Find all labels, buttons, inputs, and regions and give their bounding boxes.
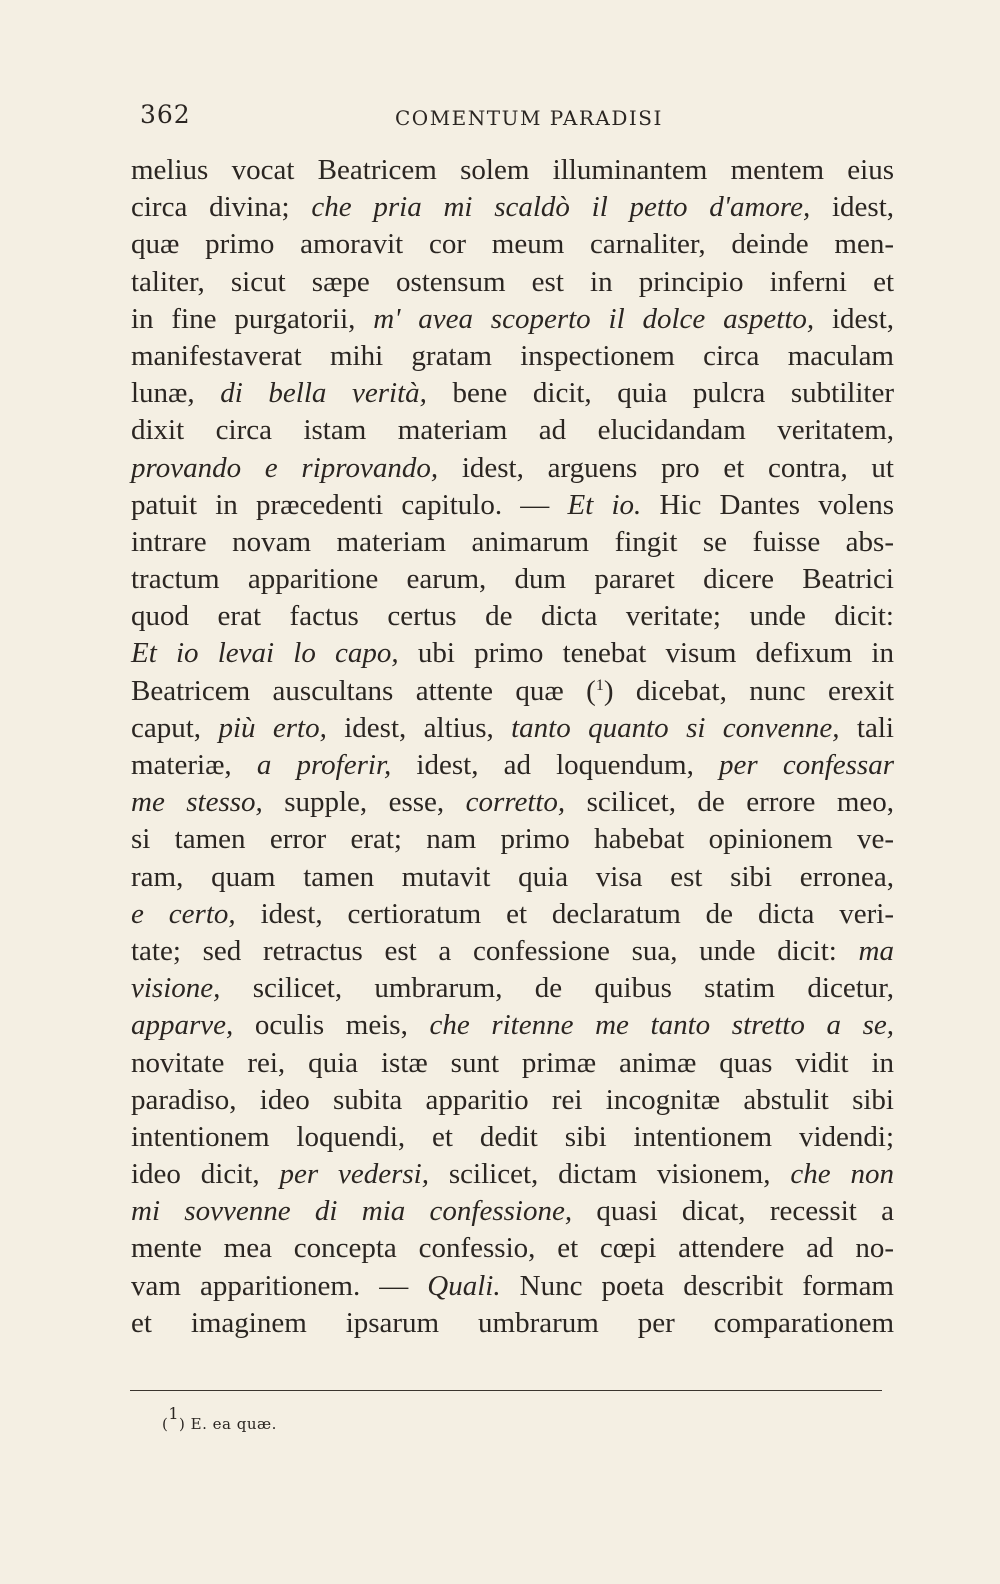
- text-line: [131, 1082, 894, 1119]
- text-segment: idest, altius,: [326, 711, 512, 744]
- text-segment: et imaginem ipsarum umbrarum per comparationem: [131, 1306, 894, 1339]
- text-segment: bene dicit, quia pulcra subtiliter: [426, 377, 894, 410]
- text-segment: melius vocat Beatricem solem illuminantem mentem eius: [131, 154, 894, 186]
- footnote-text: E. ea quæ.: [190, 1415, 277, 1433]
- italic-quote: di bella verità,: [220, 377, 427, 410]
- text-line: [131, 1045, 894, 1082]
- italic-quote: apparve,: [131, 1009, 234, 1042]
- text-line: [131, 412, 894, 449]
- text-line: [131, 1193, 894, 1230]
- text-segment: scilicet, de errore meo,: [565, 786, 895, 819]
- text-segment: materiæ,: [131, 749, 257, 781]
- text-segment: idest, arguens pro et contra, ut: [438, 451, 894, 484]
- text-segment: Nunc poeta describit formam: [500, 1269, 894, 1302]
- text-line: [131, 784, 894, 821]
- text-segment: caput,: [131, 711, 219, 744]
- italic-quote: m' avea scoperto il dolce aspetto,: [373, 302, 815, 335]
- text-line: [131, 896, 894, 933]
- text-segment: ram, quam tamen mutavit quia visa est sibi erronea,: [131, 860, 894, 893]
- text-segment: intentionem loquendi, et dedit sibi intentionem videndi;: [131, 1120, 894, 1153]
- text-line: [131, 747, 894, 784]
- text-line: [131, 970, 894, 1007]
- text-segment: Beatricem auscultans attente quæ (: [131, 674, 596, 707]
- italic-quote: che pria mi scaldò il petto d'amore,: [311, 191, 811, 224]
- italic-quote: per vedersi,: [279, 1158, 429, 1191]
- text-line: [131, 301, 894, 338]
- footnote-rule: [130, 1390, 882, 1391]
- text-line: [131, 189, 894, 226]
- text-segment: taliter, sicut sæpe ostensum est in principio inferni et: [131, 265, 894, 298]
- text-line: [131, 1007, 894, 1044]
- text-segment: idest,: [814, 302, 894, 335]
- text-line: [131, 635, 894, 672]
- text-line: [131, 859, 894, 896]
- text-segment: si tamen error erat; nam primo habebat opinionem ve-: [131, 823, 894, 856]
- text-segment: oculis meis,: [233, 1009, 430, 1042]
- text-line: [131, 1119, 894, 1156]
- italic-quote: e certo,: [131, 897, 236, 930]
- text-segment: scilicet, dictam visionem,: [429, 1158, 791, 1191]
- text-segment: scilicet, umbrarum, de quibus statim dicetur,: [220, 972, 894, 1005]
- text-segment: supple, esse,: [262, 786, 466, 819]
- text-segment: dixit circa istam materiam ad elucidandam veritatem,: [131, 414, 894, 447]
- italic-quote: ma: [858, 934, 894, 967]
- text-segment: quod erat factus certus de dicta veritate; unde dicit:: [131, 600, 894, 633]
- text-segment: manifestaverat mihi gratam inspectionem circa maculam: [131, 339, 894, 372]
- italic-quote: Et io levai lo capo,: [131, 637, 399, 670]
- italic-quote: me stesso,: [131, 786, 263, 819]
- text-segment: idest, ad loquendum,: [391, 749, 720, 781]
- text-segment: ideo dicit,: [131, 1158, 280, 1191]
- text-line: [131, 375, 894, 412]
- italic-quote: visione,: [131, 972, 221, 1005]
- text-segment: ubi primo tenebat visum defixum in: [398, 637, 894, 670]
- text-line: [131, 450, 894, 487]
- text-line: [131, 1156, 894, 1193]
- footnote-reference: 1: [595, 676, 604, 694]
- text-segment: idest,: [810, 191, 895, 224]
- text-line: [131, 561, 894, 598]
- italic-quote: Quali.: [427, 1269, 501, 1302]
- italic-quote: a proferir,: [256, 749, 392, 781]
- text-line: [131, 710, 894, 747]
- text-line: [131, 152, 894, 189]
- text-line: [131, 1230, 894, 1267]
- italic-quote: Et io.: [567, 488, 642, 521]
- page-number: 362: [140, 100, 191, 129]
- text-segment: novitate rei, quia istæ sunt primæ animæ quas vidit in: [131, 1046, 894, 1079]
- text-line: [131, 673, 894, 710]
- text-segment: mente mea concepta confessio, et cœpi attendere ad no-: [131, 1232, 894, 1265]
- italic-quote: provando e riprovando,: [131, 451, 439, 484]
- text-segment: patuit in præcedenti capitulo. —: [131, 488, 568, 521]
- text-segment: intrare novam materiam animarum fingit se fuisse abs-: [131, 525, 894, 558]
- text-line: [131, 264, 894, 301]
- text-segment: Hic Dantes volens: [641, 488, 894, 521]
- text-segment: circa divina;: [131, 191, 312, 224]
- text-line: [131, 226, 894, 263]
- text-segment: paradiso, ideo subita apparitio rei incognitæ abstulit sibi: [131, 1083, 894, 1116]
- text-line: [131, 487, 894, 524]
- text-segment: in fine purgatorii,: [131, 302, 374, 335]
- text-segment: quæ primo amoravit cor meum carnaliter, deinde men-: [131, 228, 894, 261]
- text-segment: idest, certioratum et declaratum de dicta veri-: [235, 897, 894, 930]
- italic-quote: mi sovvenne di mia confessione,: [131, 1195, 573, 1228]
- text-segment: lunæ,: [131, 377, 221, 410]
- text-line: [131, 338, 894, 375]
- text-segment: tali: [839, 711, 894, 744]
- italic-quote: che ritenne me tanto stretto a se,: [429, 1009, 894, 1042]
- footnote: ($^1$) E. ea quæ.: [162, 1404, 277, 1433]
- text-line: [131, 598, 894, 635]
- footnote-mark: 1: [168, 1404, 180, 1423]
- italic-quote: tanto quanto si convenne,: [511, 711, 840, 744]
- text-line: [131, 821, 894, 858]
- text-segment: quasi dicat, recessit a: [572, 1195, 894, 1228]
- running-head: COMENTUM PARADISI: [395, 106, 663, 130]
- italic-quote: che non: [790, 1158, 894, 1191]
- text-segment: vam apparitionem. —: [131, 1269, 428, 1302]
- body-text: [131, 152, 894, 1342]
- text-line: [131, 1268, 894, 1305]
- text-line: [131, 524, 894, 561]
- text-segment: ) dicebat, nunc erexit: [603, 674, 895, 707]
- page-header: [140, 100, 892, 140]
- italic-quote: più erto,: [218, 711, 327, 744]
- text-segment: tractum apparitione earum, dum pararet dicere Beatrici: [131, 563, 894, 596]
- text-line: [131, 933, 894, 970]
- italic-quote: corretto,: [465, 786, 566, 819]
- text-line: [131, 1305, 894, 1342]
- text-segment: tate; sed retractus est a confessione sua, unde dicit:: [131, 934, 859, 967]
- italic-quote: per confessar: [719, 749, 894, 781]
